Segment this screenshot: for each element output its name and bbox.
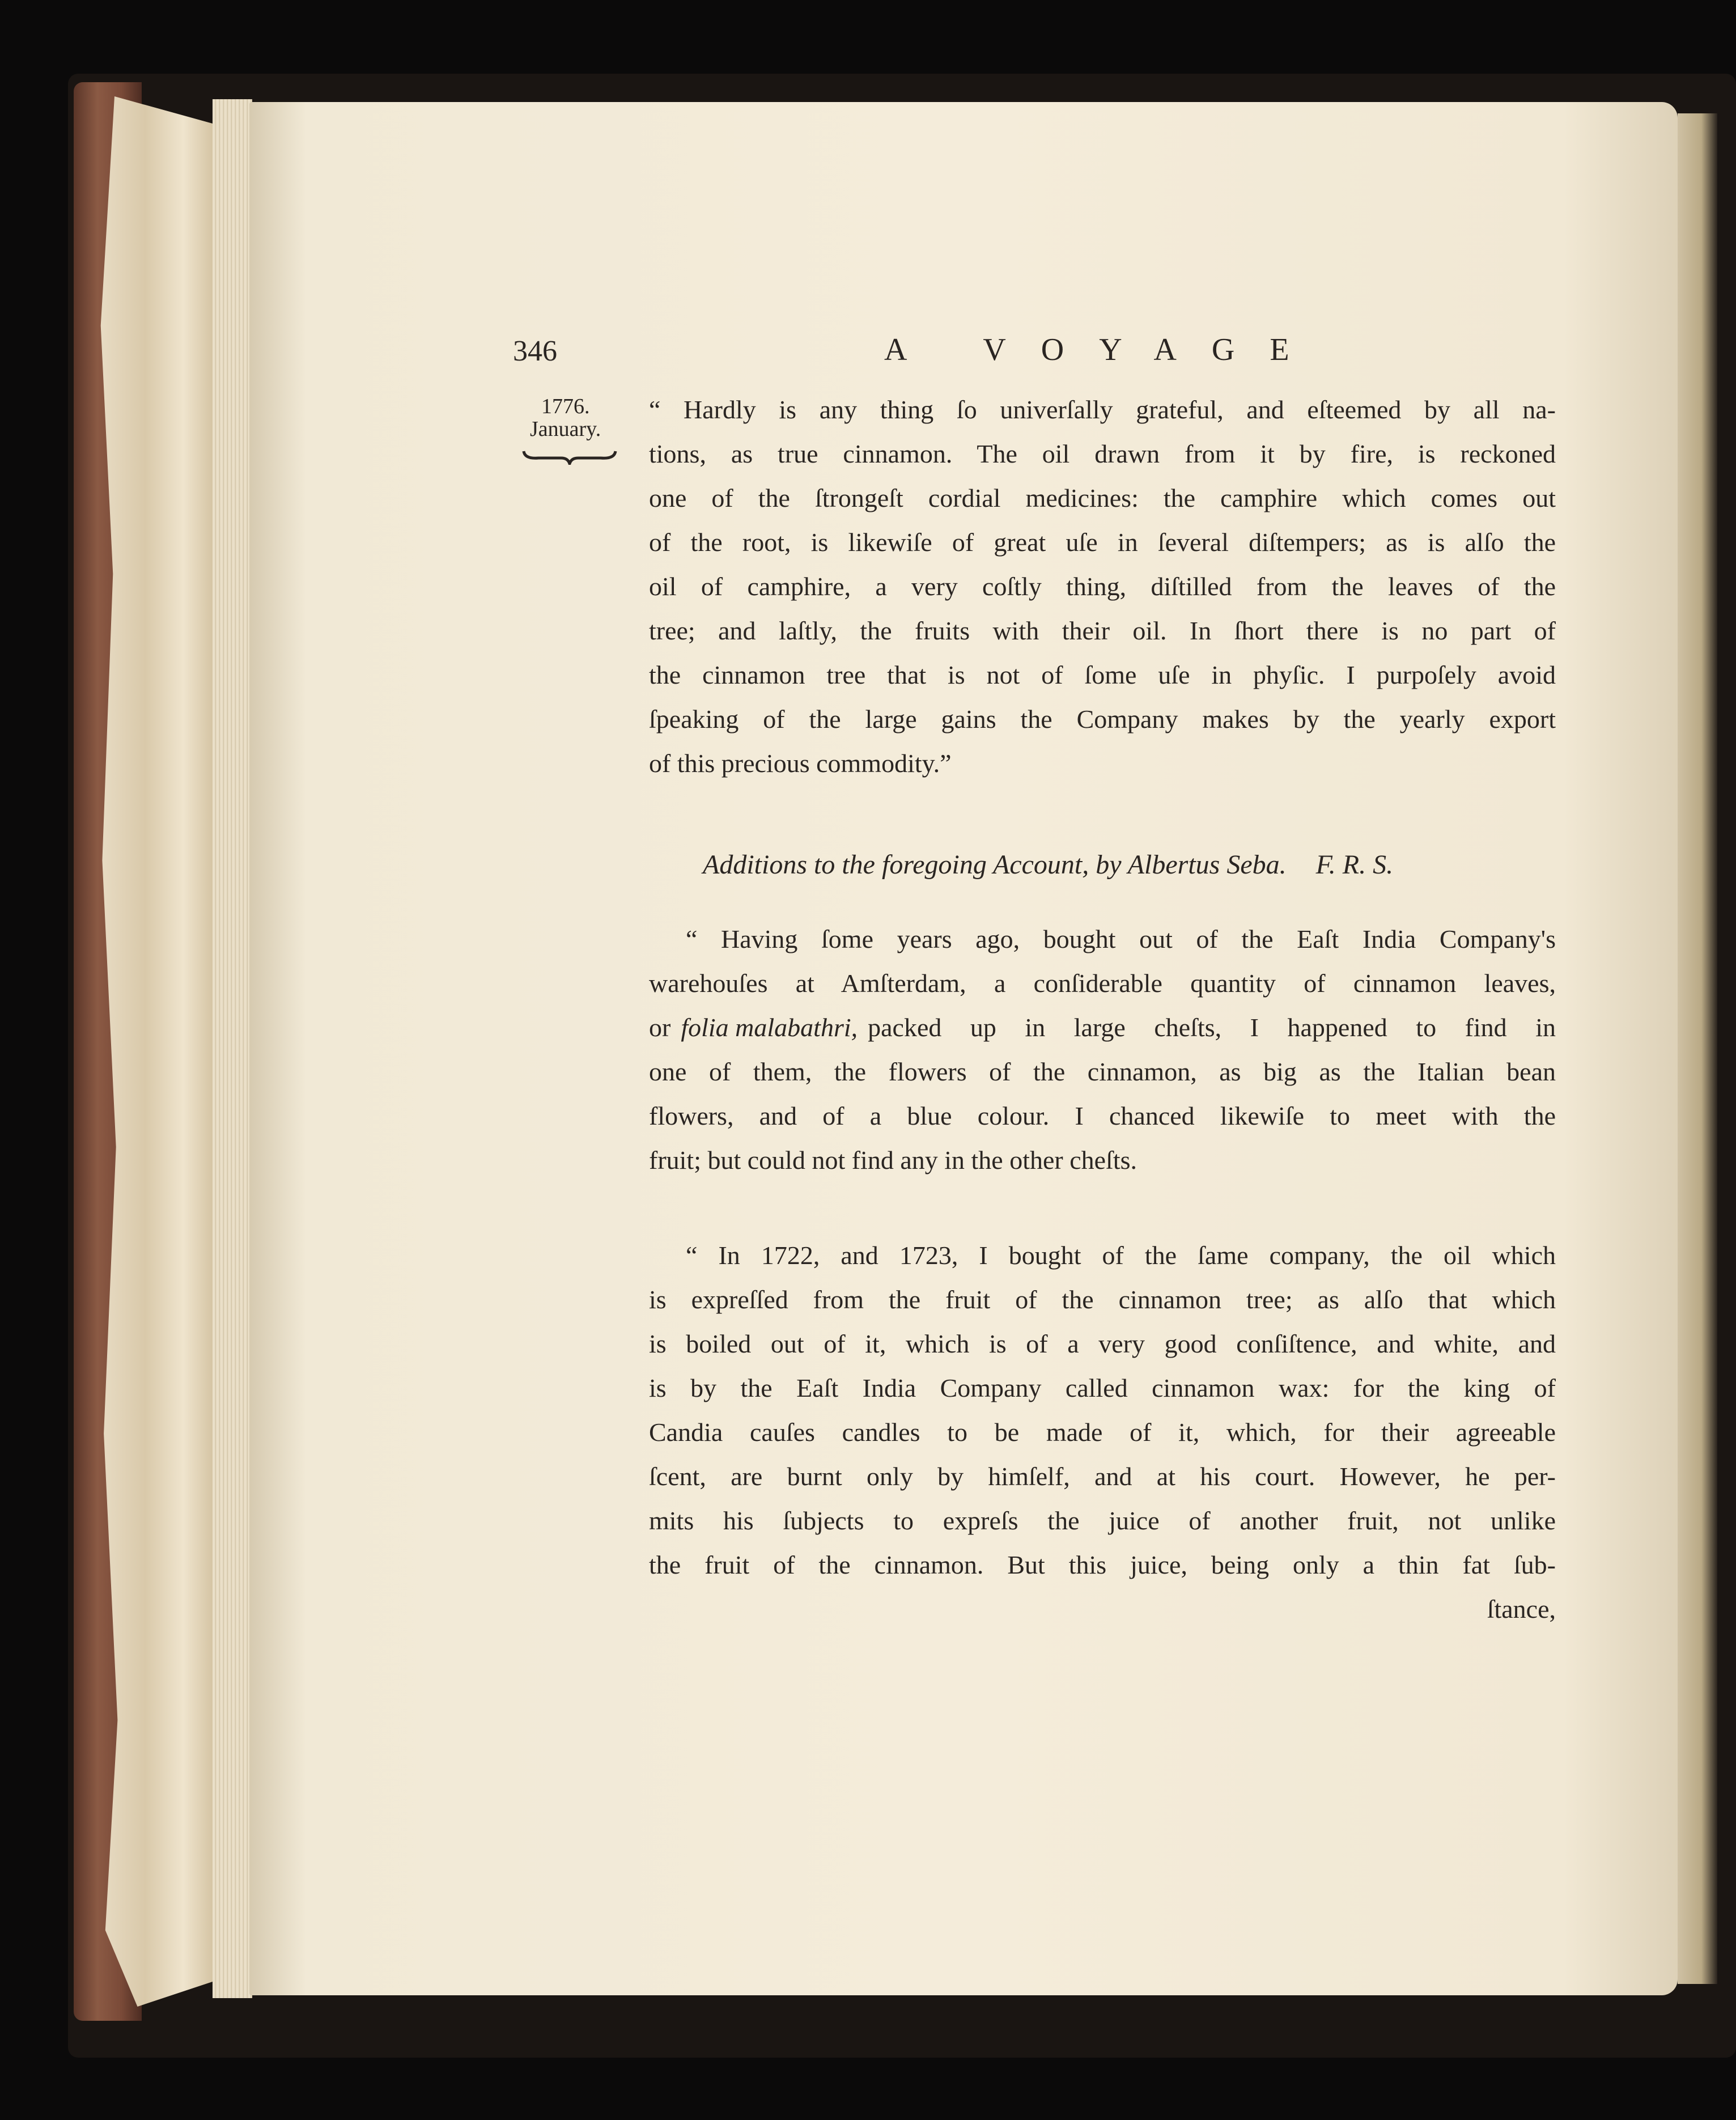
section-heading-title: Additions to the foregoing Account, by Albertus Seba. (703, 850, 1287, 880)
section-heading-suffix: F. R. S. (1315, 850, 1394, 880)
text-line: “ Hardly is any thing ſo univerſally grateful, and eſteemed by all na- (649, 395, 1556, 424)
text-line: one of them, the flowers of the cinnamon, as big as the Italian bean (649, 1057, 1556, 1086)
text-line: the fruit of the cinnamon. But this juice, being only a thin fat ſub- (649, 1550, 1556, 1579)
page-number: 346 (513, 335, 557, 367)
text-line: tree; and laſtly, the fruits with their oil. In ſhort there is no part of (649, 616, 1556, 645)
text-line: “ Having ſome years ago, bought out of the Eaſt India Company's (686, 925, 1556, 953)
text-segment: or (649, 1013, 671, 1042)
text-line: mits his ſubjects to expreſs the juice of another fruit, not unlike (649, 1506, 1556, 1535)
text-segment: packed up in large cheſts, I happened to find in (868, 1013, 1556, 1042)
text-line: warehouſes at Amſterdam, a conſiderable quantity of cinnamon leaves, (649, 969, 1556, 998)
text-line: tions, as true cinnamon. The oil drawn from it by fire, is reckoned (649, 439, 1556, 468)
text-line: the cinnamon tree that is not of ſome uſe in phyſic. I purpoſely avoid (649, 660, 1556, 689)
text-line: Candia cauſes candles to be made of it, which, for their agreeable (649, 1418, 1556, 1447)
text-line: is by the Eaſt India Company called cinnamon wax: for the king of (649, 1373, 1556, 1402)
text-line: is boiled out of it, which is of a very good conſiſtence, and white, and (649, 1329, 1556, 1358)
text-line: ſcent, are burnt only by himſelf, and at his court. However, he per- (649, 1462, 1556, 1491)
section-heading (703, 849, 1496, 880)
text-line: is expreſſed from the fruit of the cinnamon tree; as alſo that which (649, 1285, 1556, 1314)
text-line (649, 1006, 1556, 1050)
right-page-edge (1678, 113, 1717, 1984)
text-line: one of the ſtrongeſt cordial medicines: the camphire which comes out (649, 484, 1556, 512)
text-line: of this precious commodity.” (649, 749, 952, 778)
text-line: ſpeaking of the large gains the Company makes by the yearly export (649, 705, 1556, 733)
margin-note-year: 1776. (541, 395, 590, 418)
text-line: fruit; but could not find any in the other cheſts. (649, 1146, 1137, 1175)
text-line: oil of camphire, a very coſtly thing, diſtilled from the leaves of the (649, 572, 1556, 601)
text-line: flowers, and of a blue colour. I chanced likewiſe to meet with the (649, 1101, 1556, 1130)
italic-term: folia malabathri, (681, 1013, 858, 1042)
running-head: A VOYAGE (884, 332, 1325, 367)
text-line: of the root, is likewiſe of great uſe in ſeveral diſtempers; as is alſo the (649, 528, 1556, 557)
margin-brace-icon (521, 448, 618, 465)
page-stack (213, 99, 252, 1998)
text-line: “ In 1722, and 1723, I bought of the ſame company, the oil which (686, 1241, 1556, 1270)
margin-note-month: January. (530, 417, 601, 441)
catchword-line: ſtance, (1487, 1595, 1556, 1623)
